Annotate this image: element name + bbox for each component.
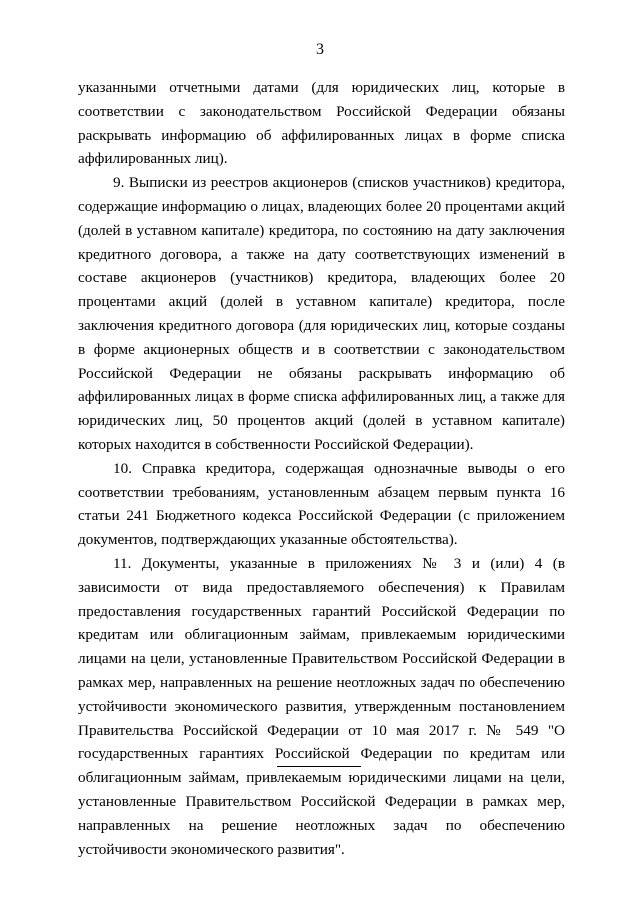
end-of-text-rule (277, 766, 361, 767)
document-body (78, 76, 565, 861)
paragraph-item-11: 11. Документы, указанные в приложениях № 3 и (или) 4 (в зависимости от вида предоставляемого обеспечения) к Правилам предоставления государственных гарантий Российской Федерации по кредитам или облигационным займам, привлекаемым юридическими лицами на цели, установленные Правительством Российской Федерации в рамках мер, направленных на решение неотложных задач по обеспечению устойчивости экономического развития, утвержденным постановлением Правительства Российской Федерации от 10 мая 2017 г. № 549 "О государственных гарантиях Российской Федерации по кредитам или облигационным займам, привлекаемым юридическими лицами на цели, установленные Правительством Российской Федерации в рамках мер, направленных на решение неотложных задач по обеспечению устойчивости экономического развития". (78, 554, 565, 858)
page-number: 3 (316, 41, 324, 58)
paragraph-continuation: указанными отчетными датами (для юридических лиц, которые в соответствии с законодательством Российской Федерации обязаны раскрывать информацию об аффилированных лицах в форме списка аффилированных лиц). (78, 79, 565, 168)
paragraph-item-10: 10. Справка кредитора, содержащая однозначные выводы о его соответствии требованиям, установленным абзацем первым пункта 16 статьи 241 Бюджетного кодекса Российской Федерации (с приложением документов, подтверждающих указанные обстоятельства). (78, 459, 565, 549)
paragraph-item-9: 9. Выписки из реестров акционеров (списков участников) кредитора, содержащие информацию о лицах, владеющих более 20 процентами акций (долей в уставном капитале) кредитора, по состоянию на дату заключения кредитного договора, а также на дату соответствующих изменений в составе акционеров (участников) кредитора, владеющих более 20 процентами акций (долей в уставном капитале) кредитора, после заключения кредитного договора (для юридических лиц, которые созданы в форме акционерных обществ и в соответствии с законодательством Российской Федерации не обязаны раскрывать информацию об аффилированных лицах в форме списка аффилированных лиц, а также для юридических лиц, 50 процентов акций (долей в уставном капитале) которых находится в собственности Российской Федерации). (78, 174, 565, 453)
